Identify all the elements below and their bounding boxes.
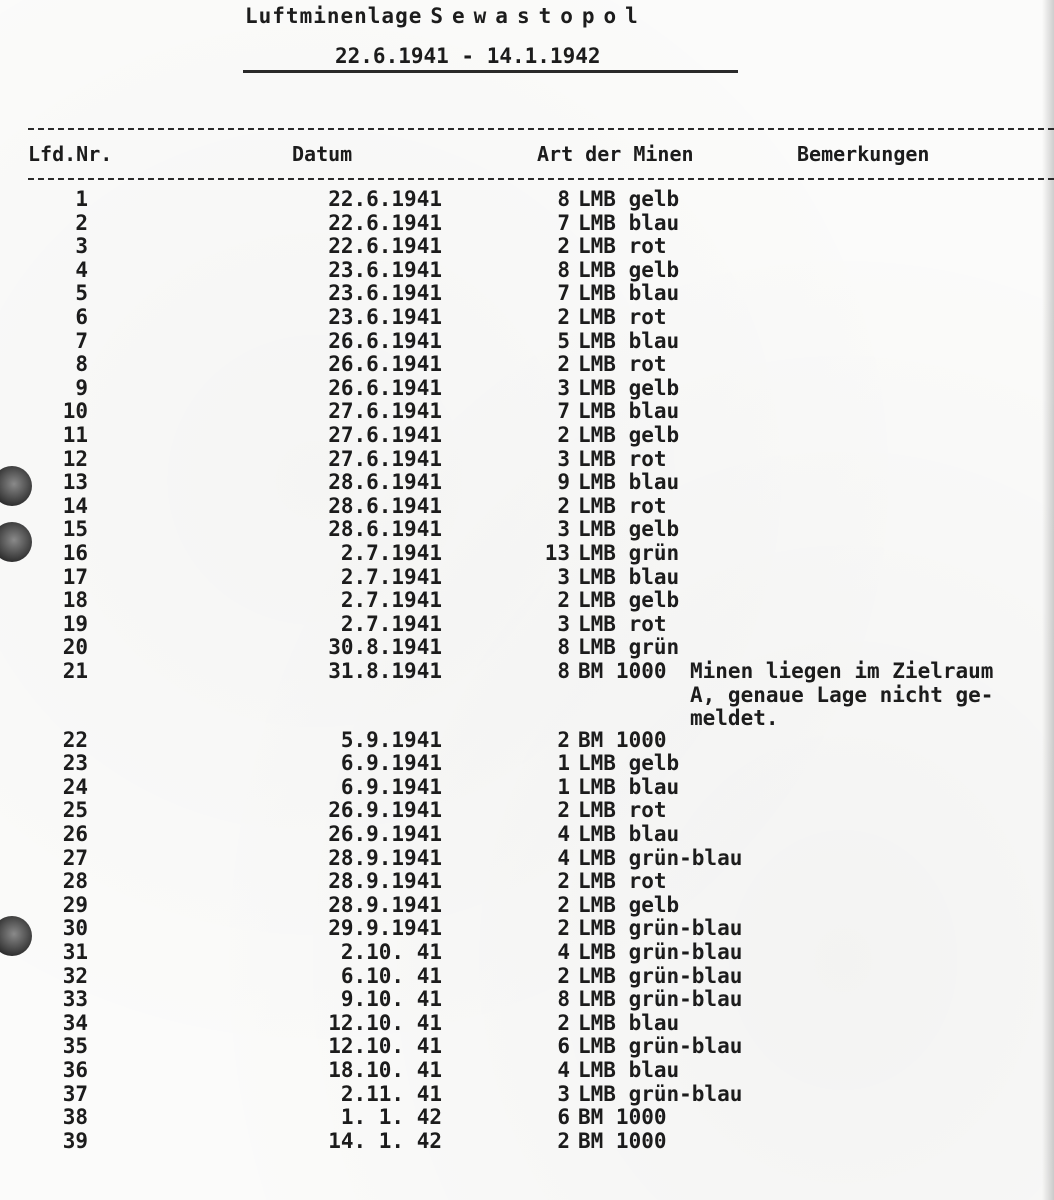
row-date: 12.10. 41 xyxy=(328,1010,442,1035)
row-type: LMB gelb xyxy=(578,751,680,776)
row-date: 28.9.1941 xyxy=(328,892,442,917)
table-row xyxy=(0,776,1054,800)
table-row xyxy=(0,330,1054,354)
row-nr: 39 xyxy=(62,1128,88,1153)
row-count: 5 xyxy=(557,328,570,353)
row-count: 2 xyxy=(557,1010,570,1035)
row-nr: 25 xyxy=(62,798,88,823)
table-row xyxy=(0,235,1054,259)
title-left: Luftminenlage xyxy=(245,4,423,28)
table-row xyxy=(0,1012,1054,1036)
table-row xyxy=(0,542,1054,566)
table-row xyxy=(0,1083,1054,1107)
table-row xyxy=(0,1035,1054,1059)
row-type: LMB gelb xyxy=(578,257,680,282)
row-count: 2 xyxy=(557,352,570,377)
row-count: 2 xyxy=(557,423,570,447)
row-nr: 37 xyxy=(62,1081,88,1106)
table-row xyxy=(0,729,1054,753)
row-nr: 13 xyxy=(62,470,88,495)
row-nr: 17 xyxy=(62,564,88,589)
row-date: 28.6.1941 xyxy=(328,470,442,495)
row-date: 26.6.1941 xyxy=(328,352,442,377)
row-date: 18.10. 41 xyxy=(328,1058,442,1082)
header-date: Datum xyxy=(292,142,353,166)
table-row xyxy=(0,988,1054,1012)
row-date: 23.6.1941 xyxy=(328,281,442,306)
row-count: 2 xyxy=(557,869,570,894)
row-date: 27.6.1941 xyxy=(328,423,442,447)
row-date: 2.10. 41 xyxy=(340,940,442,964)
row-type: LMB grün-blau xyxy=(578,845,743,870)
table-row xyxy=(0,636,1054,660)
row-type: LMB rot xyxy=(578,446,667,471)
row-count: 2 xyxy=(557,234,570,259)
row-date: 1. 1. 42 xyxy=(340,1105,442,1130)
row-type: LMB grün xyxy=(578,541,680,565)
row-count: 1 xyxy=(557,751,570,776)
row-count: 6 xyxy=(557,1105,570,1130)
row-type: LMB gelb xyxy=(578,892,680,917)
row-date: 26.6.1941 xyxy=(328,375,442,400)
row-date: 6.9.1941 xyxy=(340,751,442,776)
title-right: Sewastopol xyxy=(430,4,647,28)
row-date: 22.6.1941 xyxy=(328,210,442,235)
row-type: LMB grün-blau xyxy=(578,987,743,1012)
row-count: 4 xyxy=(557,1058,570,1082)
row-date: 14. 1. 42 xyxy=(328,1128,442,1153)
row-count: 4 xyxy=(557,940,570,964)
row-date: 2.7.1941 xyxy=(340,541,442,565)
row-type: LMB grün-blau xyxy=(578,963,743,988)
table-row xyxy=(0,448,1054,472)
document-subtitle: 22.6.1941 - 14.1.1942 xyxy=(335,44,601,68)
row-count: 2 xyxy=(557,1128,570,1153)
row-nr: 36 xyxy=(62,1058,88,1082)
row-nr: 15 xyxy=(62,517,88,542)
table-row xyxy=(0,847,1054,871)
table-row xyxy=(0,188,1054,212)
table-row xyxy=(0,894,1054,918)
row-date: 23.6.1941 xyxy=(328,257,442,282)
table-row xyxy=(0,589,1054,613)
row-type: LMB grün-blau xyxy=(578,1081,743,1106)
row-count: 2 xyxy=(557,916,570,941)
row-type: LMB grün-blau xyxy=(578,940,743,964)
table-row xyxy=(0,400,1054,424)
row-nr: 24 xyxy=(62,774,88,799)
row-count: 8 xyxy=(557,257,570,282)
row-type: LMB blau xyxy=(578,774,680,799)
row-nr: 30 xyxy=(62,916,88,941)
row-count: 9 xyxy=(557,470,570,495)
row-date: 9.10. 41 xyxy=(340,987,442,1012)
row-nr: 7 xyxy=(75,328,88,353)
row-nr: 18 xyxy=(62,588,88,613)
row-count: 4 xyxy=(557,822,570,846)
row-date: 12.10. 41 xyxy=(328,1034,442,1059)
row-nr: 8 xyxy=(75,352,88,377)
table-row xyxy=(0,965,1054,989)
row-nr: 19 xyxy=(62,611,88,636)
table-row xyxy=(0,566,1054,590)
row-date: 2.11. 41 xyxy=(340,1081,442,1106)
row-type: LMB grün-blau xyxy=(578,1034,743,1059)
row-count: 7 xyxy=(557,210,570,235)
row-date: 28.6.1941 xyxy=(328,493,442,518)
row-count: 3 xyxy=(557,375,570,400)
row-type: LMB blau xyxy=(578,564,680,589)
table-row xyxy=(0,917,1054,941)
row-nr: 29 xyxy=(62,892,88,917)
table-row xyxy=(0,941,1054,965)
row-nr: 5 xyxy=(75,281,88,306)
row-remark-line: meldet. xyxy=(690,706,779,730)
row-count: 8 xyxy=(557,187,570,211)
row-count: 2 xyxy=(557,588,570,613)
row-type: LMB blau xyxy=(578,1010,680,1035)
row-nr: 26 xyxy=(62,822,88,846)
row-type: LMB rot xyxy=(578,493,667,518)
row-date: 31.8.1941 xyxy=(328,659,442,683)
row-nr: 16 xyxy=(62,541,88,565)
row-nr: 22 xyxy=(62,727,88,752)
row-count: 7 xyxy=(557,281,570,306)
row-type: LMB blau xyxy=(578,470,680,495)
row-date: 28.9.1941 xyxy=(328,869,442,894)
header-type: Art der Minen xyxy=(537,142,694,166)
row-type: LMB gelb xyxy=(578,588,680,613)
row-count: 8 xyxy=(557,635,570,660)
row-count: 13 xyxy=(544,541,570,565)
row-type: BM 1000 xyxy=(578,1128,667,1153)
row-date: 2.7.1941 xyxy=(340,611,442,636)
row-nr: 23 xyxy=(62,751,88,776)
row-nr: 34 xyxy=(62,1010,88,1035)
row-date: 6.9.1941 xyxy=(340,774,442,799)
table-row xyxy=(0,282,1054,306)
row-type: BM 1000 xyxy=(578,659,667,683)
table-row xyxy=(0,870,1054,894)
row-date: 27.6.1941 xyxy=(328,399,442,424)
row-type: LMB blau xyxy=(578,328,680,353)
table-row xyxy=(0,471,1054,495)
row-date: 6.10. 41 xyxy=(340,963,442,988)
row-date: 29.9.1941 xyxy=(328,916,442,941)
row-date: 2.7.1941 xyxy=(340,564,442,589)
row-type: LMB gelb xyxy=(578,423,680,447)
table-row xyxy=(0,495,1054,519)
row-nr: 10 xyxy=(62,399,88,424)
row-nr: 11 xyxy=(62,423,88,447)
row-remark-line: Minen liegen im Zielraum xyxy=(690,659,994,683)
row-type: LMB rot xyxy=(578,305,667,329)
row-nr: 9 xyxy=(75,375,88,400)
row-count: 4 xyxy=(557,845,570,870)
row-type: LMB rot xyxy=(578,798,667,823)
row-type: LMB blau xyxy=(578,1058,680,1082)
table-row xyxy=(0,212,1054,236)
row-nr: 3 xyxy=(75,234,88,259)
row-count: 3 xyxy=(557,564,570,589)
row-count: 6 xyxy=(557,1034,570,1059)
table-row xyxy=(0,1059,1054,1083)
row-nr: 1 xyxy=(75,187,88,211)
row-nr: 6 xyxy=(75,305,88,329)
row-date: 22.6.1941 xyxy=(328,234,442,259)
row-count: 2 xyxy=(557,798,570,823)
row-date: 5.9.1941 xyxy=(340,727,442,752)
row-nr: 4 xyxy=(75,257,88,282)
table-row xyxy=(0,353,1054,377)
row-count: 2 xyxy=(557,305,570,329)
row-type: LMB grün xyxy=(578,635,680,660)
row-count: 2 xyxy=(557,892,570,917)
row-type: LMB rot xyxy=(578,234,667,259)
row-nr: 31 xyxy=(62,940,88,964)
row-count: 7 xyxy=(557,399,570,424)
table-row xyxy=(0,377,1054,401)
row-count: 1 xyxy=(557,774,570,799)
row-date: 26.9.1941 xyxy=(328,798,442,823)
row-type: BM 1000 xyxy=(578,1105,667,1130)
row-date: 28.6.1941 xyxy=(328,517,442,542)
row-nr: 38 xyxy=(62,1105,88,1130)
header-remarks: Bemerkungen xyxy=(797,142,930,166)
row-nr: 14 xyxy=(62,493,88,518)
row-type: LMB gelb xyxy=(578,375,680,400)
row-type: LMB blau xyxy=(578,822,680,846)
row-nr: 12 xyxy=(62,446,88,471)
table-row xyxy=(0,1106,1054,1130)
row-count: 8 xyxy=(557,659,570,683)
row-count: 2 xyxy=(557,963,570,988)
table-row xyxy=(0,752,1054,776)
row-nr: 20 xyxy=(62,635,88,660)
row-remark-line: A, genaue Lage nicht ge- xyxy=(690,682,994,707)
row-date: 30.8.1941 xyxy=(328,635,442,660)
row-type: BM 1000 xyxy=(578,727,667,752)
table-row xyxy=(0,306,1054,330)
row-count: 3 xyxy=(557,1081,570,1106)
table-row xyxy=(0,424,1054,448)
row-type: LMB gelb xyxy=(578,187,680,211)
row-nr: 35 xyxy=(62,1034,88,1059)
row-nr: 2 xyxy=(75,210,88,235)
row-nr: 28 xyxy=(62,869,88,894)
row-count: 2 xyxy=(557,727,570,752)
table-row xyxy=(0,518,1054,542)
row-nr: 32 xyxy=(62,963,88,988)
row-nr: 27 xyxy=(62,845,88,870)
row-count: 3 xyxy=(557,517,570,542)
row-date: 22.6.1941 xyxy=(328,187,442,211)
table-row xyxy=(0,823,1054,847)
row-type: LMB blau xyxy=(578,281,680,306)
row-type: LMB rot xyxy=(578,869,667,894)
table-row xyxy=(0,1130,1054,1154)
row-type: LMB rot xyxy=(578,352,667,377)
row-date: 26.6.1941 xyxy=(328,328,442,353)
row-date: 23.6.1941 xyxy=(328,305,442,329)
row-count: 2 xyxy=(557,493,570,518)
row-count: 3 xyxy=(557,611,570,636)
header-nr: Lfd.Nr. xyxy=(28,142,113,166)
row-type: LMB rot xyxy=(578,611,667,636)
table-row xyxy=(0,613,1054,637)
row-count: 8 xyxy=(557,987,570,1012)
row-date: 27.6.1941 xyxy=(328,446,442,471)
row-type: LMB gelb xyxy=(578,517,680,542)
row-nr: 33 xyxy=(62,987,88,1012)
row-nr: 21 xyxy=(62,659,88,683)
row-date: 26.9.1941 xyxy=(328,822,442,846)
row-type: LMB grün-blau xyxy=(578,916,743,941)
row-count: 3 xyxy=(557,446,570,471)
row-date: 2.7.1941 xyxy=(340,588,442,613)
row-type: LMB blau xyxy=(578,210,680,235)
row-type: LMB blau xyxy=(578,399,680,424)
table-row xyxy=(0,799,1054,823)
row-date: 28.9.1941 xyxy=(328,845,442,870)
table-row xyxy=(0,259,1054,283)
